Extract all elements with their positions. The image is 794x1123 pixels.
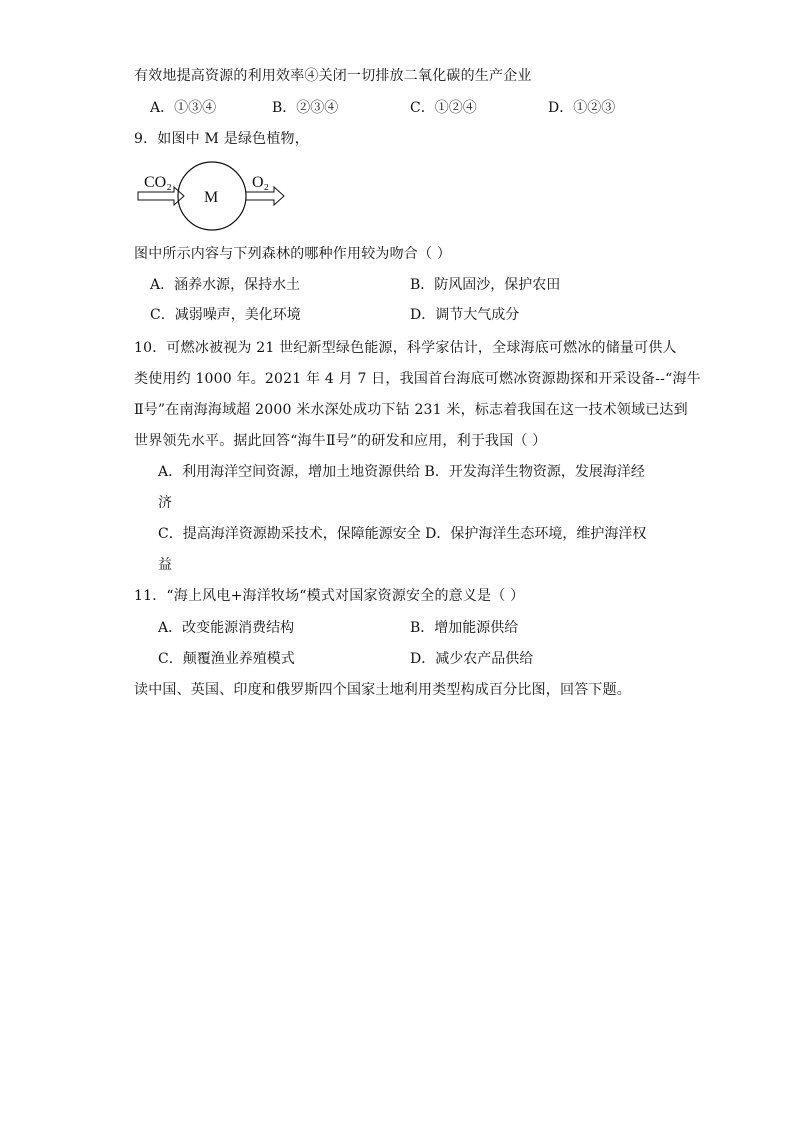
q9-option-d: D．调节大气成分	[410, 307, 520, 323]
q11-option-a: A．改变能源消费结构	[158, 620, 295, 636]
m-label: M	[204, 189, 219, 206]
q9-option-b: B．防风固沙，保护农田	[410, 277, 561, 293]
q10-line-4: 世界领先水平。据此回答“海牛Ⅱ号”的研发和应用，利于我国（ ）	[134, 433, 547, 449]
q10-options-cd-wrap: 益	[158, 557, 172, 573]
q11-option-d: D．减少农产品供给	[410, 651, 534, 667]
q11-option-c: C．颠覆渔业养殖模式	[158, 651, 295, 667]
o2-label: O₂	[252, 174, 270, 191]
q8-option-a: A．①③④	[150, 100, 217, 116]
q8-option-b: B．②③④	[272, 100, 339, 116]
q10-line-2: 类使用约 1000 年。2021 年 4 月 7 日，我国首台海底可燃冰资源勘探和开采设备--“海牛	[134, 371, 701, 387]
q10-line-3: Ⅱ号”在南海海域超 2000 米水深处成功下钻 231 米，标志着我国在这一技术领域已达到	[134, 402, 688, 418]
q10-options-ab-wrap: 济	[158, 495, 172, 511]
next-question-intro: 读中国、英国、印度和俄罗斯四个国家土地利用类型构成百分比图，回答下题。	[134, 682, 631, 698]
photosynthesis-diagram	[134, 158, 304, 236]
q9-option-a: A．涵养水源，保持水土	[150, 277, 301, 293]
q9-question: 图中所示内容与下列森林的哪种作用较为吻合（ ）	[134, 246, 452, 262]
co2-label: CO₂	[144, 174, 172, 191]
q10-options-ab: A．利用海洋空间资源，增加土地资源供给 B．开发海洋生物资源，发展海洋经	[158, 464, 645, 480]
q8-tail-text: 有效地提高资源的利用效率④关闭一切排放二氧化碳的生产企业	[134, 68, 532, 84]
q10-options-cd: C．提高海洋资源勘采技术，保障能源安全 D．保护海洋生态环境，维护海洋权	[158, 526, 647, 542]
q11-option-b: B．增加能源供给	[410, 620, 519, 636]
q9-stem: 9．如图中 M 是绿色植物，	[134, 131, 309, 147]
q10-line-1: 10．可燃冰被视为 21 世纪新型绿色能源，科学家估计，全球海底可燃冰的储量可供人	[134, 340, 677, 356]
q11-stem: 11．“海上风电+海洋牧场“模式对国家资源安全的意义是（ ）	[134, 588, 525, 604]
q8-option-d: D．①②③	[548, 100, 616, 116]
q8-option-c: C．①②④	[410, 100, 477, 116]
q9-option-c: C．减弱噪声，美化环境	[150, 307, 301, 323]
